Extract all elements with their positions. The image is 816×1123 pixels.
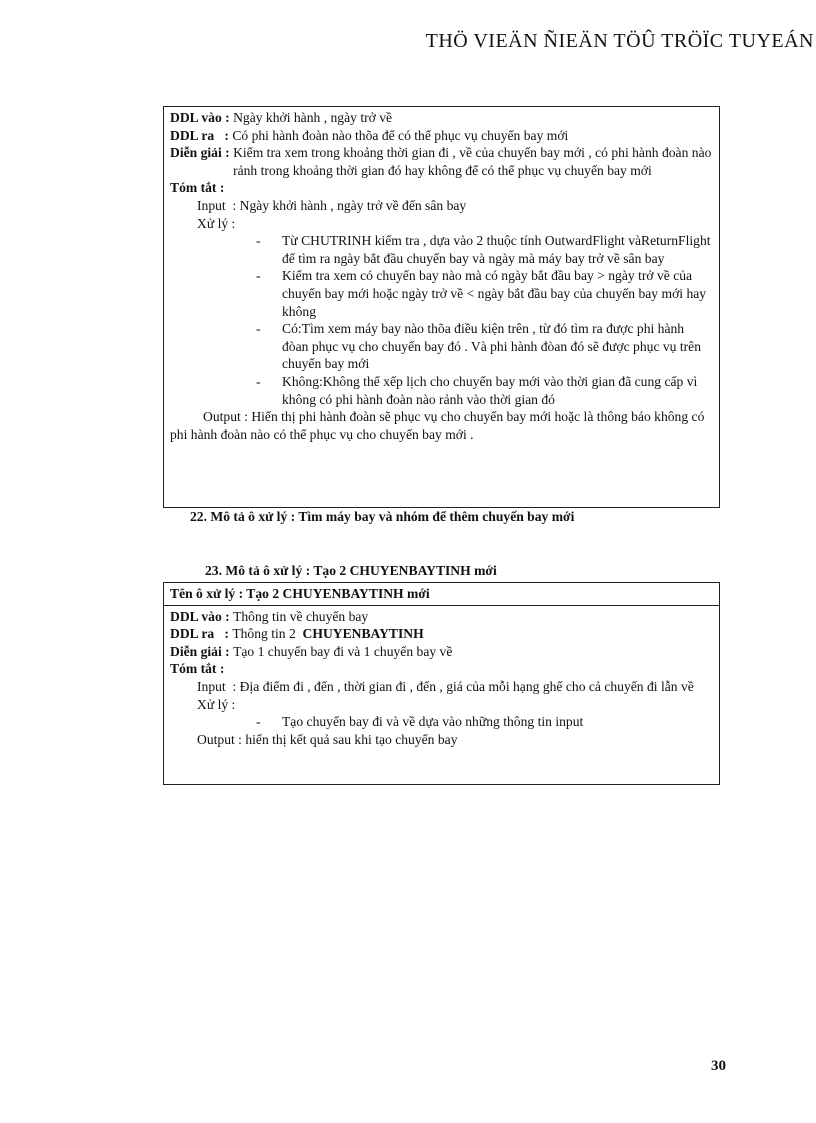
ddl-ra-entity: CHUYENBAYTINH <box>302 626 424 642</box>
section-heading-23: 23. Mô tả ô xử lý : Tạo 2 CHUYENBAYTINH mới <box>205 563 497 578</box>
section-heading-22: 22. Mô tả ô xử lý : Tìm máy bay và nhóm để thêm chuyến bay mới <box>190 509 575 524</box>
dien-giai-value: Kiểm tra xem trong khoảng thời gian đi , về của chuyến bay mới , có phi hành đoàn nào rảnh trong khoảng thời gian đó hay không để có thể phục vụ chuyến bay mới <box>233 145 712 178</box>
list-item-text: Tạo chuyến bay đi và về dựa vào những thông tin input <box>282 714 584 730</box>
input-row <box>170 197 713 215</box>
page-header: THÖ VIEÄN ÑIEÄN TÖÛ TRÖÏC TUYEÁN <box>425 30 814 52</box>
input-row <box>170 678 713 696</box>
list-item <box>170 373 713 408</box>
dien-giai-value: Tạo 1 chuyến bay đi và 1 chuyến bay về <box>233 643 453 659</box>
page-number: 30 <box>711 1058 726 1074</box>
tom-tat-label: Tóm tắt : <box>170 180 225 196</box>
output-text: Output : hiển thị kết quả sau khi tạo chuyến bay <box>197 731 458 747</box>
bullet-dash: - <box>256 373 261 389</box>
output-text: Output : Hiển thị phi hành đoàn sẽ phục vụ cho chuyến bay mới hoặc là thông báo không có phi hành đoàn nào có thể phục vụ cho chuyến bay mới . <box>170 409 705 442</box>
input-label: Input : <box>197 197 240 213</box>
xu-ly-label: Xử lý : <box>197 696 236 712</box>
ddl-vao-label: DDL vào : <box>170 110 230 125</box>
ddl-vao-label: DDL vào : <box>170 608 230 624</box>
dien-giai-row <box>170 144 713 179</box>
input-value: Ngày khởi hành , ngày trở về đến sân bay <box>239 197 467 213</box>
ddl-ra-row <box>170 625 713 643</box>
ddl-ra-value <box>232 625 713 643</box>
ddl-ra-label: DDL ra : <box>170 127 229 143</box>
input-label: Input : <box>197 678 240 694</box>
list-item <box>170 320 713 373</box>
ddl-vao-value: Thông tin về chuyến bay <box>233 608 369 624</box>
ddl-ra-label: DDL ra : <box>170 626 229 642</box>
process-title: Tên ô xử lý : Tạo 2 CHUYENBAYTINH mới <box>164 583 719 606</box>
tom-tat-label: Tóm tắt : <box>170 661 225 677</box>
dien-giai-label: Diễn giải : <box>170 643 230 659</box>
list-item-text: Từ CHUTRINH kiểm tra , dựa vào 2 thuộc tính OutwardFlight vàReturnFlight để tìm ra ngày bắt đầu chuyến bay và ngày mà máy bay trở về sân bay <box>282 233 711 266</box>
list-item-text: Có:Tìm xem máy bay nào thõa điều kiện trên , từ đó tìm ra được phi hành đòan phục vụ cho chuyến bay đó . Và phi hành đòan đó sẽ được phục vụ trên chuyến bay mới <box>282 321 701 372</box>
bullet-dash: - <box>256 268 261 284</box>
list-item <box>170 267 713 320</box>
process-content <box>164 606 719 749</box>
ddl-vao-value: Ngày khởi hành , ngày trở về <box>233 110 393 125</box>
list-item <box>170 232 713 267</box>
dien-giai-row <box>170 643 713 661</box>
list-item-text: Không:Không thể xếp lịch cho chuyến bay mới vào thời gian đã cung cấp vì không có phi hành đoàn nào rảnh vào thời gian đó <box>282 373 698 407</box>
bullet-dash: - <box>256 714 261 730</box>
dien-giai-label: Diễn giải : <box>170 145 230 161</box>
input-value: Địa điểm đi , đến , thời gian đi , đến , giá của mỗi hạng ghế cho cả chuyến đi lẫn về <box>239 678 694 694</box>
ddl-ra-prefix: Thông tin 2 <box>232 626 303 642</box>
ddl-vao-row <box>170 109 713 127</box>
ddl-vao-row <box>170 608 713 626</box>
ddl-ra-value: Có phi hành đoàn nào thõa để có thể phục vụ chuyến bay mới <box>232 127 569 143</box>
process-box-22 <box>163 106 720 508</box>
process-box-23 <box>163 582 720 785</box>
xu-ly-label: Xử lý : <box>197 215 236 231</box>
list-item <box>170 713 713 731</box>
list-item-text: Kiểm tra xem có chuyến bay nào mà có ngày bắt đầu bay > ngày trở về của chuyến bay mới hoặc ngày trở về < ngày bắt đầu bay của chuyến bay mới hay không <box>282 268 707 319</box>
bullet-dash: - <box>256 321 261 337</box>
ddl-ra-row <box>170 127 713 145</box>
bullet-dash: - <box>256 233 261 249</box>
